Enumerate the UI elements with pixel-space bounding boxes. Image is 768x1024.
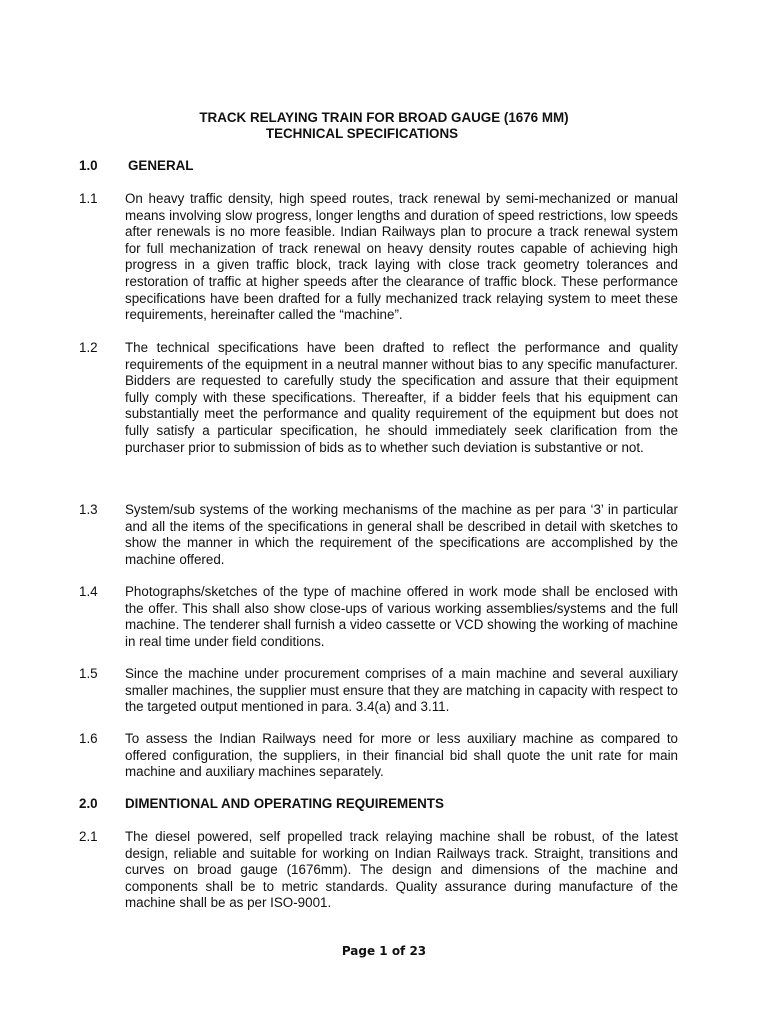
para-1-4-number: 1.4: [79, 584, 98, 599]
para-2-1-number: 2.1: [79, 829, 98, 844]
page-number-footer: Page 1 of 23: [341, 944, 427, 958]
para-1-3: System/sub systems of the working mechanisms of the machine as per para ‘3’ in particular and all the items of the specifications in general shall be described in detail with sketches to show the manner in which the requirement of the specifications are accomplished by the machine offered.: [125, 502, 678, 567]
para-1-3-number: 1.3: [79, 502, 98, 517]
para-1-1: On heavy traffic density, high speed routes, track renewal by semi-mechanized or manual means involving slow progress, longer lengths and duration of speed restrictions, low speeds after renewals is no more feasible. Indian Railways plan to procure a track renewal system for full mechanization of track renewal on heavy density routes capable of achieving high progress in a given traffic block, track laying with close track geometry tolerances and restoration of traffic at higher speeds after the clearance of traffic block. These performance specifications have been drafted for a fully mechanized track relaying system to meet these requirements, hereinafter called the “machine”.: [125, 191, 678, 323]
section-2-heading: DIMENTIONAL AND OPERATING REQUIREMENTS: [125, 796, 444, 811]
para-1-2: The technical specifications have been drafted to reflect the performance and quality requirements of the equipment in a neutral manner without bias to any specific manufacturer. Bidders are requested to carefully study the specification and assure that their equipment fully comply with these specifications. Thereafter, if a bidder feels that his equipment can substantially meet the performance and quality requirement of the equipment but does not fully satisfy a particular specification, he should immediately seek clarification from the purchaser prior to submission of bids as to whether such deviation is substantive or not.: [125, 340, 678, 455]
para-1-6-number: 1.6: [79, 731, 98, 746]
para-1-2-number: 1.2: [79, 340, 98, 355]
section-1-number: 1.0: [79, 158, 98, 173]
para-1-5: Since the machine under procurement comprises of a main machine and several auxiliary smaller machines, the supplier must ensure that they are matching in capacity with respect to the targeted output mentioned in para. 3.4(a) and 3.11.: [125, 666, 678, 715]
para-1-4: Photographs/sketches of the type of machine offered in work mode shall be enclosed with the offer. This shall also show close-ups of various working assemblies/systems and the full machine. The tenderer shall furnish a video cassette or VCD showing the working of machine in real time under field conditions.: [125, 584, 678, 649]
title-line-1: TRACK RELAYING TRAIN FOR BROAD GAUGE (1676 MM): [199, 110, 569, 125]
para-1-1-number: 1.1: [79, 191, 98, 206]
title-line-2: TECHNICAL SPECIFICATIONS: [265, 126, 459, 141]
para-2-1: The diesel powered, self propelled track relaying machine shall be robust, of the latest design, reliable and suitable for working on Indian Railways track. Straight, transitions and curves on broad gauge (1676mm). The design and dimensions of the machine and components shall be to metric standards. Quality assurance during manufacture of the machine shall be as per ISO-9001.: [125, 829, 678, 911]
section-2-number: 2.0: [79, 796, 98, 811]
para-1-5-number: 1.5: [79, 666, 98, 681]
section-1-heading: GENERAL: [128, 158, 194, 173]
para-1-6: To assess the Indian Railways need for more or less auxiliary machine as compared to offered configuration, the suppliers, in their financial bid shall quote the unit rate for main machine and auxiliary machines separately.: [125, 731, 678, 780]
document-title: [0, 110, 768, 142]
